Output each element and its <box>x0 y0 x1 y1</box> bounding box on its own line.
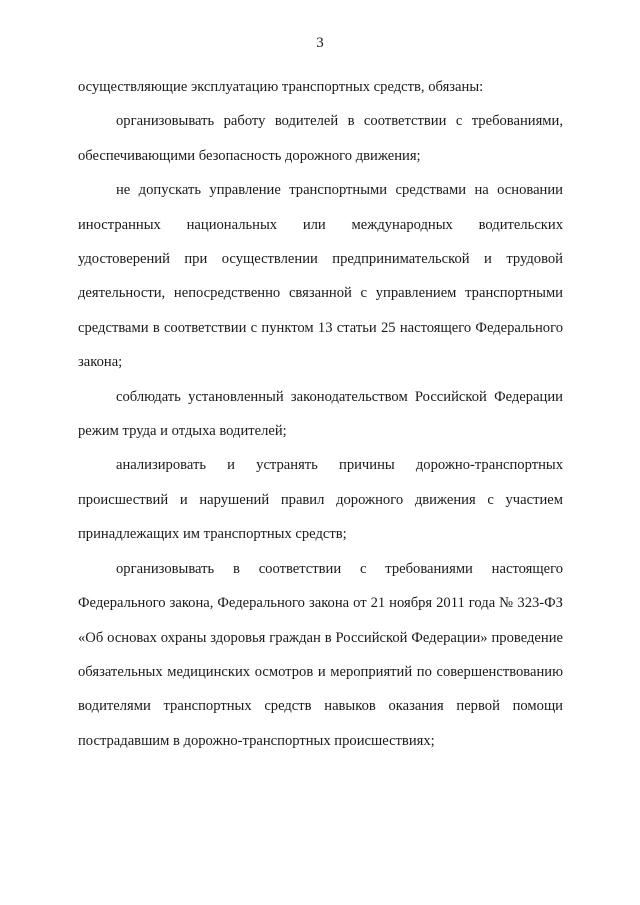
paragraph-organize-work: организовывать работу водителей в соответствии с требованиями, обеспечивающими безопасность дорожного движения; <box>78 113 563 164</box>
paragraph-medical-checks: организовывать в соответствии с требованиями настоящего Федерального закона, Федерального закона от 21 ноября 2011 года № 323-ФЗ «Об основах охраны здоровья граждан в Российской Федерации» проведение обязательных медицинских осмотров и мероприятий по совершенствованию водителями транспортных средств навыков оказания первой помощи пострадавшим в дорожно-транспортных происшествиях; <box>78 560 563 749</box>
paragraph-work-rest-regime: соблюдать установленный законодательством Российской Федерации режим труда и отдыха водителей; <box>78 388 563 440</box>
document-body <box>78 70 563 758</box>
paragraph-analyze-accidents: анализировать и устранять причины дорожно-транспортных происшествий и нарушений правил дорожного движения с участием принадлежащих им транспортных средств; <box>78 457 563 543</box>
page-number: 3 <box>316 35 324 51</box>
paragraph-continuation: осуществляющие эксплуатацию транспортных средств, обязаны: <box>78 79 484 95</box>
paragraph-foreign-licenses: не допускать управление транспортными средствами на основании иностранных национальных или международных водительских удостоверений при осуществлении предпринимательской и трудовой деятельности, непосредственно связанной с управлением транспортными средствами в соответствии с пунктом 13 статьи 25 настоящего Федерального закона; <box>78 182 563 371</box>
